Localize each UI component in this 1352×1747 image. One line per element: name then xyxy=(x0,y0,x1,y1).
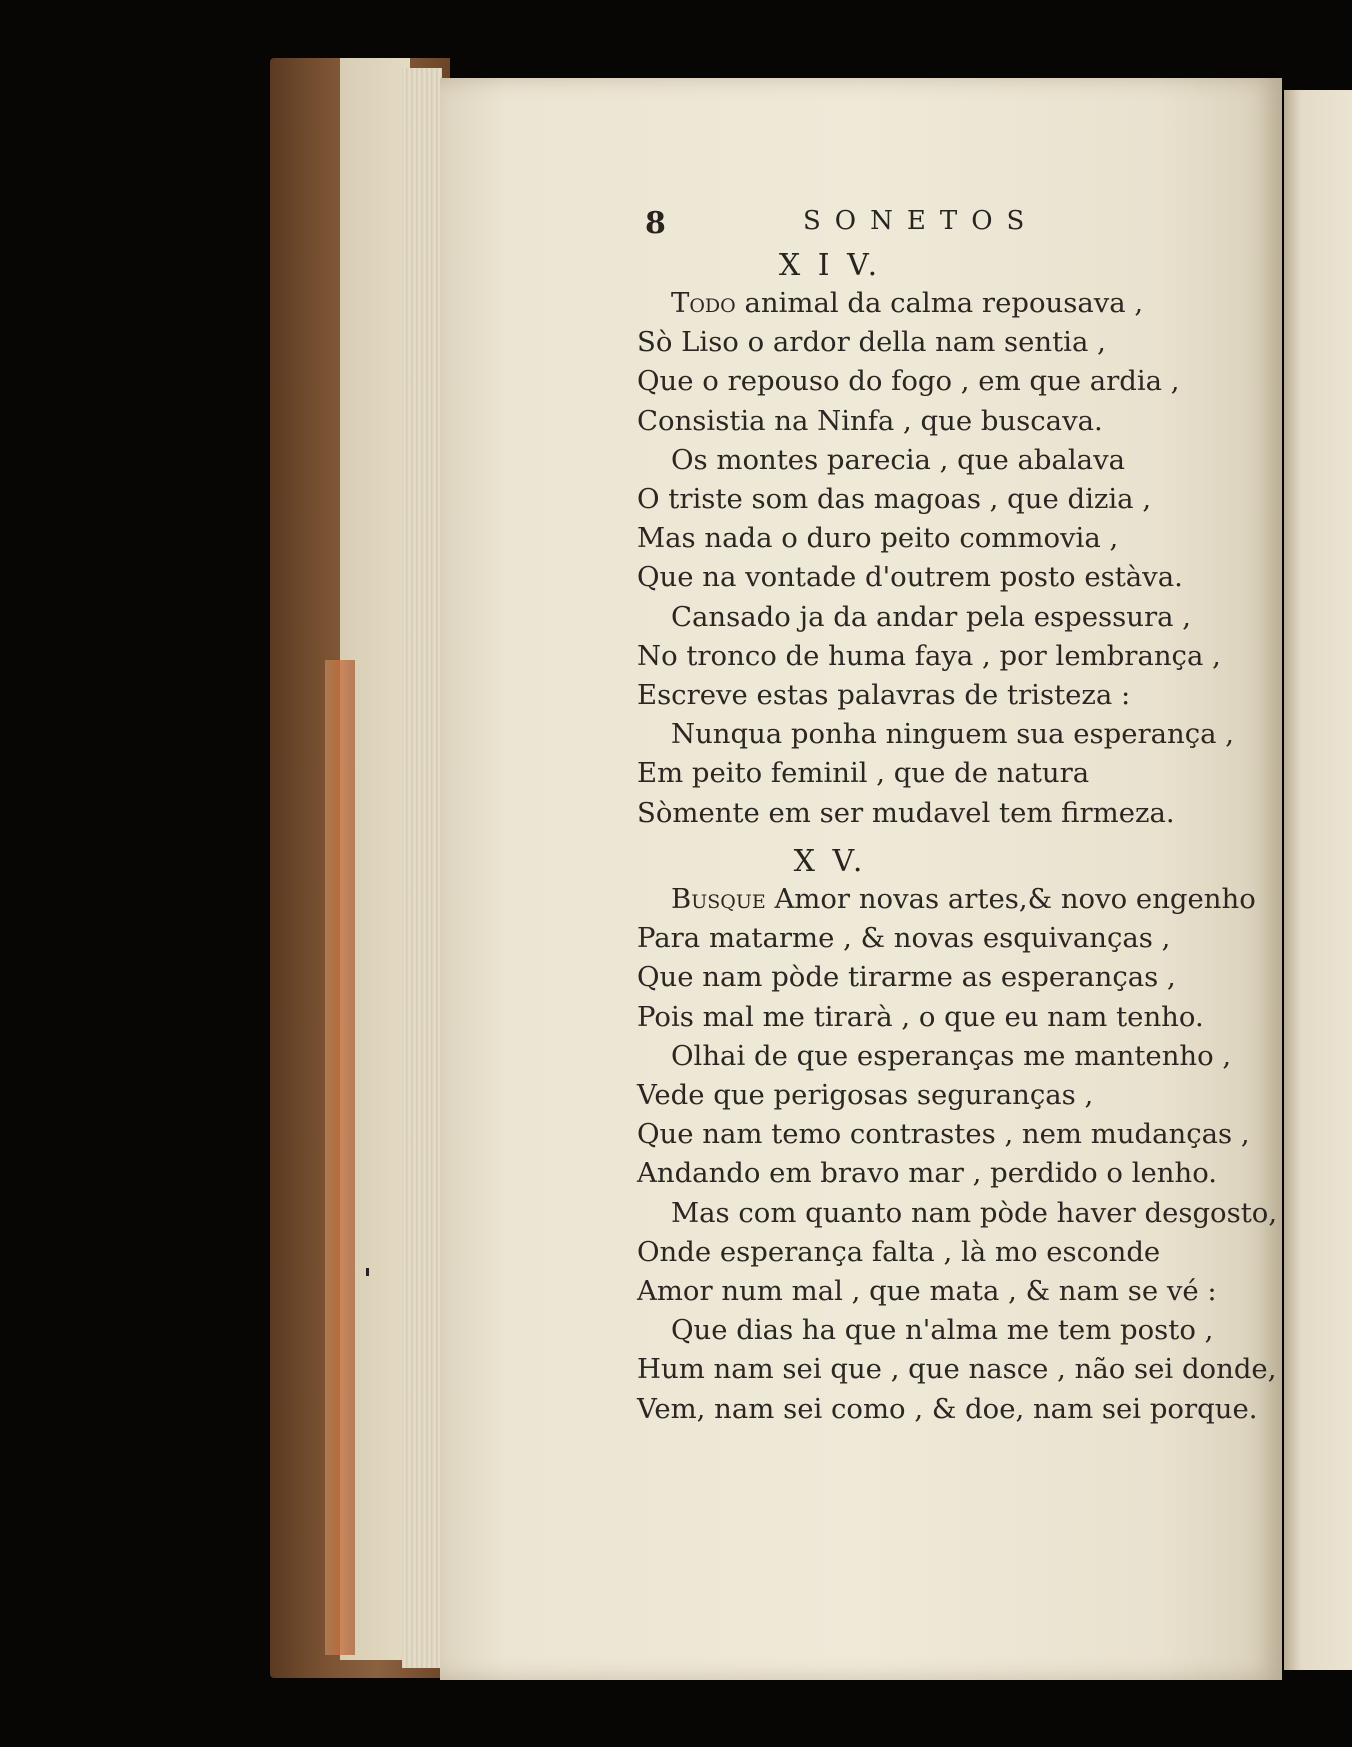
sonnet-xv-verses xyxy=(637,880,1277,1429)
running-title: SONETOS xyxy=(803,206,1039,236)
page-number: 8 xyxy=(645,206,666,241)
verse-line: Em peito feminil , que de natura xyxy=(637,757,1090,790)
sonnet-xiv-verses xyxy=(637,284,1234,833)
sonnet-number: X V. xyxy=(793,844,867,879)
verse-line: Nunqua ponha ninguem sua esperança , xyxy=(671,718,1235,751)
verse-line: Vede que perigosas seguranças , xyxy=(637,1079,1094,1112)
verse-line: Sò Liso o ardor della nam sentia , xyxy=(637,326,1106,359)
ink-fleck xyxy=(366,1268,369,1276)
verse-line: Mas nada o duro peito commovia , xyxy=(637,522,1119,555)
verse-line: Vem, nam sei como , & doe, nam sei porque. xyxy=(637,1392,1258,1425)
facing-page-edge xyxy=(1284,90,1352,1670)
opening-word: Busque xyxy=(671,883,766,915)
verse-line: Que na vontade d'outrem posto estàva. xyxy=(637,561,1183,594)
verse-line: Hum nam sei que , que nasce , não sei donde, xyxy=(637,1353,1277,1386)
verse-line: Consistia na Ninfa , que buscava. xyxy=(637,404,1103,437)
verse-line: Andando em bravo mar , perdido o lenho. xyxy=(637,1157,1218,1190)
verse-line: Olhai de que esperanças me mantenho , xyxy=(671,1039,1232,1072)
verse-line: Para matarme , & novas esquivanças , xyxy=(637,922,1171,955)
verse-line: Que o repouso do fogo , em que ardia , xyxy=(637,365,1180,398)
verse-line: Busque Amor novas artes,& novo engenho xyxy=(671,883,1256,915)
opening-word: Todo xyxy=(671,287,736,319)
verse-line: No tronco de huma faya , por lembrança , xyxy=(637,639,1221,672)
verse-line: Cansado ja da andar pela espessura , xyxy=(671,600,1191,633)
verse-line: Escreve estas palavras de tristeza : xyxy=(637,679,1131,712)
page-edges xyxy=(402,68,442,1668)
verse-line: Os montes parecia , que abalava xyxy=(671,443,1126,476)
verse-line: Que nam pòde tirarme as esperanças , xyxy=(637,961,1176,994)
verse-line: Amor num mal , que mata , & nam se vé : xyxy=(637,1275,1217,1308)
verse-line: Sòmente em ser mudavel tem firmeza. xyxy=(637,796,1175,829)
verse-line: Que nam temo contrastes , nem mudanças , xyxy=(637,1118,1250,1151)
verse-line: Onde esperança falta , là mo esconde xyxy=(637,1235,1161,1268)
verse-line: Pois mal me tirarà , o que eu nam tenho. xyxy=(637,1000,1204,1033)
sonnet-number: X I V. xyxy=(778,248,882,283)
cover-edge-stain xyxy=(325,660,355,1655)
verse-line: Mas com quanto nam pòde haver desgosto, xyxy=(671,1196,1278,1229)
verse-line: O triste som das magoas , que dizia , xyxy=(637,483,1152,516)
verse-line: Todo animal da calma repousava , xyxy=(671,287,1144,319)
verse-line: Que dias ha que n'alma me tem posto , xyxy=(671,1314,1214,1347)
page-header xyxy=(645,206,1075,246)
